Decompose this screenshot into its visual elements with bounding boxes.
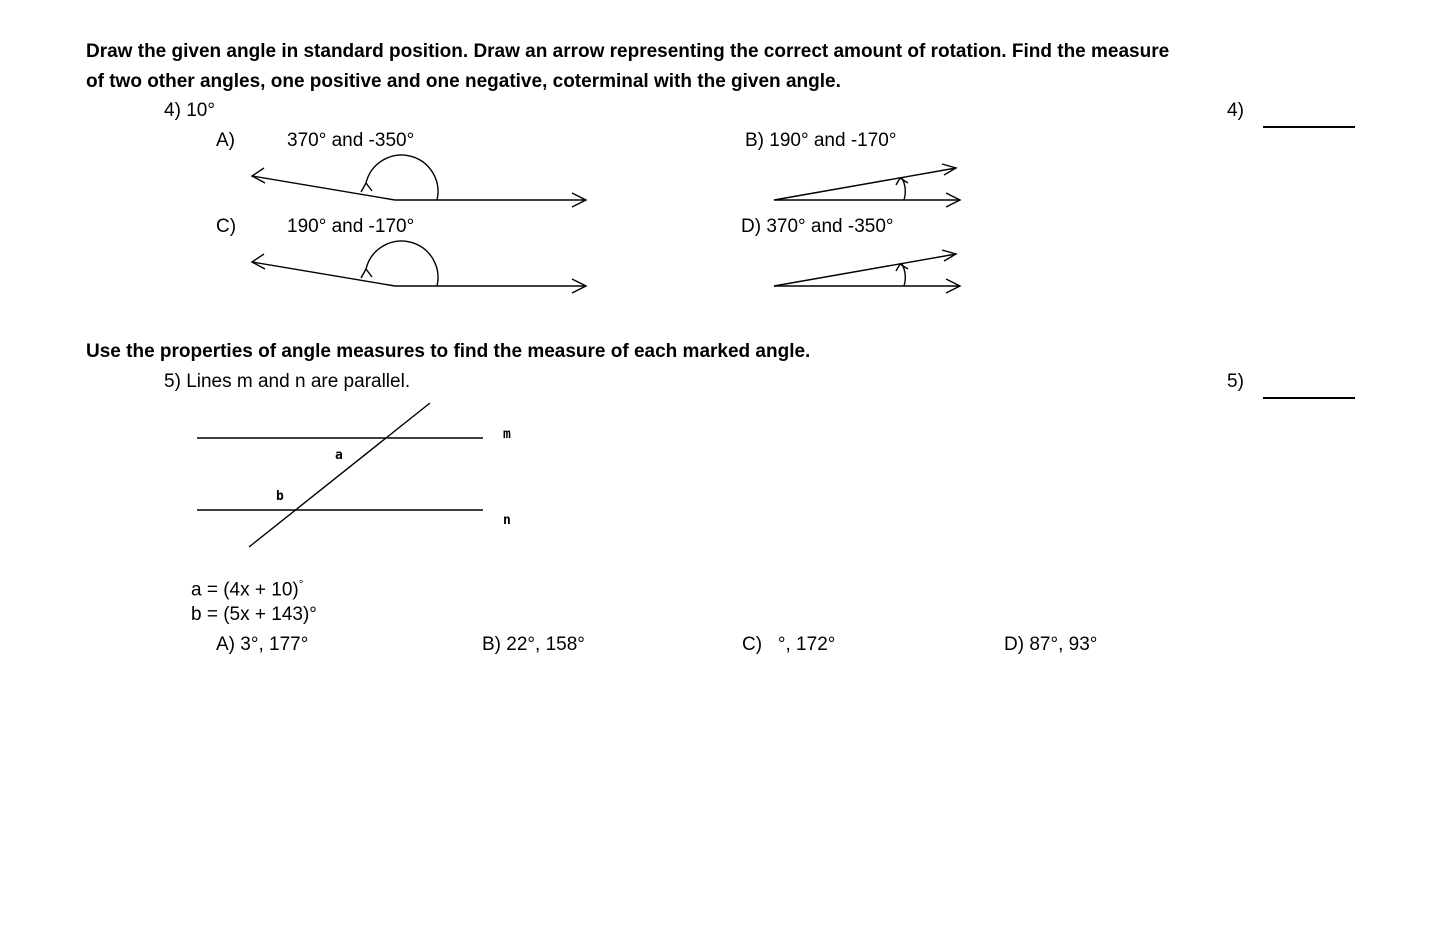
label-a: a (335, 448, 343, 463)
equation-a-degree: ° (298, 577, 304, 591)
rotation-arrowhead (896, 264, 908, 271)
choice-b-letter: B) (745, 130, 764, 151)
q5-choice-c-letter: C) (742, 634, 763, 655)
answer-number-5: 5) (1227, 371, 1244, 392)
q5-choice-d-text: 87°, 93° (1029, 634, 1098, 655)
instructions-line-1: Draw the given angle in standard position. Draw an arrow representing the correct amount of rotation. Find the measure (86, 41, 1170, 62)
terminal-side (774, 254, 956, 286)
terminal-side (774, 168, 956, 200)
question-number: 4) (164, 100, 181, 121)
question-4 (164, 100, 215, 122)
q5-choice-b-text: 22°, 158° (506, 634, 585, 655)
q5-choice-d-letter: D) (1004, 634, 1025, 655)
rotation-arrowhead (896, 178, 908, 185)
answer-blank-4[interactable] (1263, 126, 1355, 128)
instructions-line-2: of two other angles, one positive and one negative, coterminal with the given angle. (86, 71, 841, 92)
choice-d-letter: D) (741, 216, 762, 237)
equation-a-text: a = (4x + 10) (191, 579, 299, 601)
q5-choice-b-letter: B) (482, 634, 501, 655)
equation-a (191, 573, 304, 601)
q5-choice-c-text: °, 172° (777, 634, 836, 655)
choice-b-diagram (770, 158, 970, 208)
question-angle: 10° (186, 100, 215, 121)
choice-c-diagram (240, 241, 600, 291)
choice-d-text: 370° and -350° (766, 216, 894, 237)
terminal-side (252, 262, 395, 286)
transversal (249, 403, 430, 547)
choice-c-letter[interactable]: C) (216, 216, 237, 237)
q5-choice-a-text: 3°, 177° (240, 634, 309, 655)
choice-a-text: 370° and -350° (287, 130, 415, 151)
q5-choice-a-letter: A) (216, 634, 235, 655)
choice-a-letter[interactable]: A) (216, 130, 235, 151)
rotation-arrowhead (361, 183, 372, 192)
choice-d[interactable] (741, 216, 894, 238)
choice-b-text: 190° and -170° (769, 130, 897, 151)
terminal-side (252, 176, 395, 200)
instructions-section-2: Use the properties of angle measures to find the measure of each marked angle. (86, 341, 811, 362)
label-b: b (276, 489, 284, 504)
rotation-arc (366, 241, 438, 286)
choice-c-text: 190° and -170° (287, 216, 415, 237)
question-number: 5) (164, 371, 181, 392)
choice-d-diagram (770, 244, 970, 294)
question-5 (164, 371, 410, 393)
answer-number-4: 4) (1227, 100, 1244, 121)
question-prompt: Lines m and n are parallel. (186, 371, 411, 392)
choice-b[interactable] (745, 130, 896, 152)
choice-a-diagram (240, 155, 600, 205)
q5-choice-b[interactable] (482, 634, 585, 656)
equation-b: b = (5x + 143)° (191, 604, 317, 625)
terminal-arrowhead (252, 168, 265, 183)
answer-blank-5[interactable] (1263, 397, 1355, 399)
q5-choice-c[interactable] (742, 634, 835, 656)
label-m: m (503, 427, 511, 442)
terminal-arrowhead (252, 254, 265, 269)
q5-choice-a[interactable] (216, 634, 308, 656)
rotation-arrowhead (361, 269, 372, 278)
label-n: n (503, 513, 511, 528)
q5-choice-d[interactable] (1004, 634, 1097, 656)
parallel-lines-diagram (195, 400, 535, 550)
rotation-arc (366, 155, 438, 200)
